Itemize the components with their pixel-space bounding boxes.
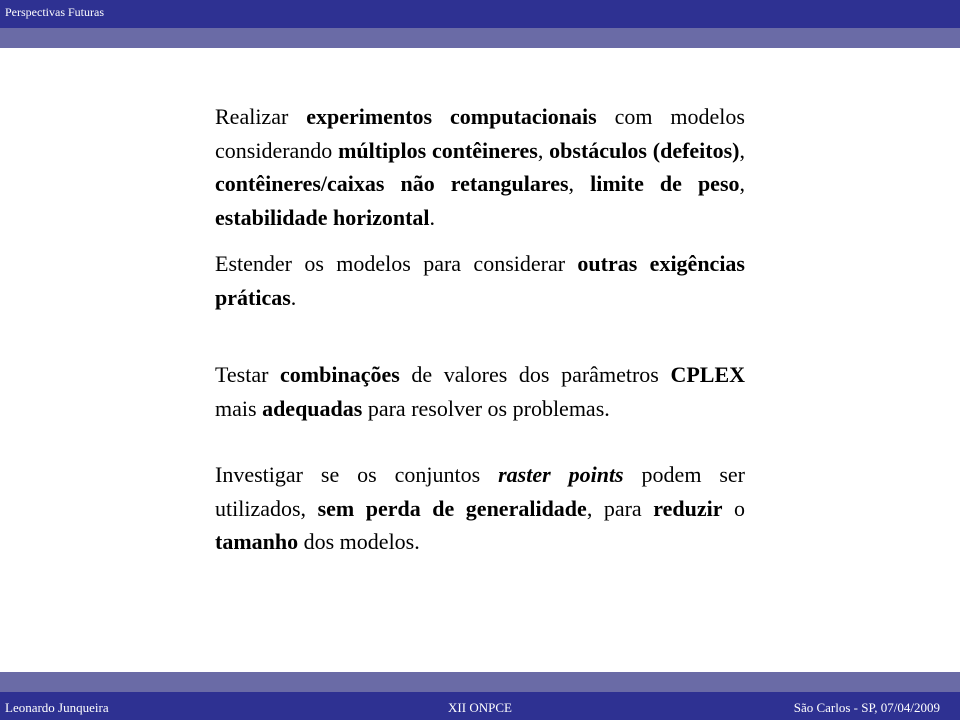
text-run: Investigar se os conjuntos xyxy=(215,462,499,487)
text-run: o xyxy=(722,495,746,521)
text-run: mais xyxy=(215,395,263,421)
slide-section-title: Perspectivas Futuras xyxy=(5,5,104,19)
footer-event: XII ONPCE xyxy=(448,700,512,715)
text-run: , xyxy=(739,137,746,163)
footer-bar xyxy=(0,692,960,720)
text-run: . xyxy=(429,204,436,230)
text-run: de valores dos parâmetros xyxy=(399,362,671,387)
text-run: , xyxy=(568,171,591,196)
text-run: , xyxy=(537,137,550,163)
text-run: , para xyxy=(586,495,654,521)
text-run: com modelos considerando xyxy=(215,104,745,163)
text-run: múltiplos contêineres xyxy=(338,137,538,163)
paragraph-experiments xyxy=(215,100,745,234)
text-run: raster points xyxy=(498,462,624,487)
text-run: contêineres/caixas não retangulares xyxy=(215,171,569,196)
text-run: . xyxy=(290,284,297,310)
text-run: outras exigências práticas xyxy=(215,251,745,310)
paragraph-raster-points xyxy=(215,458,745,559)
text-run: obstáculos (defeitos) xyxy=(549,137,740,163)
footer-accent-strip xyxy=(0,672,960,692)
header-bar xyxy=(0,0,960,28)
text-run: adequadas xyxy=(262,395,363,421)
text-run: sem perda de generalidade xyxy=(317,495,587,521)
text-run: limite de peso xyxy=(590,171,740,196)
footer-author: Leonardo Junqueira xyxy=(5,700,109,715)
text-run: podem ser utilizados, xyxy=(215,462,746,521)
text-run: CPLEX xyxy=(670,362,745,387)
text-run: tamanho xyxy=(215,529,299,554)
paragraph-cplex-parameters xyxy=(215,358,745,425)
text-run: dos modelos. xyxy=(298,529,420,554)
text-run: combinações xyxy=(280,362,400,387)
text-run: Testar xyxy=(215,362,281,387)
text-run: Realizar xyxy=(215,104,307,129)
text-run: experimentos computacionais xyxy=(306,104,597,129)
text-run: para resolver os problemas. xyxy=(362,395,610,421)
text-run: estabilidade horizontal xyxy=(215,204,430,230)
text-run: Estender os modelos para considerar xyxy=(215,251,578,276)
paragraph-extend-models xyxy=(215,247,745,314)
text-run: reduzir xyxy=(653,495,723,521)
footer-location-date: São Carlos - SP, 07/04/2009 xyxy=(793,700,940,715)
slide-body xyxy=(215,100,745,559)
header-accent-strip xyxy=(0,28,960,48)
text-run: , xyxy=(739,171,746,196)
